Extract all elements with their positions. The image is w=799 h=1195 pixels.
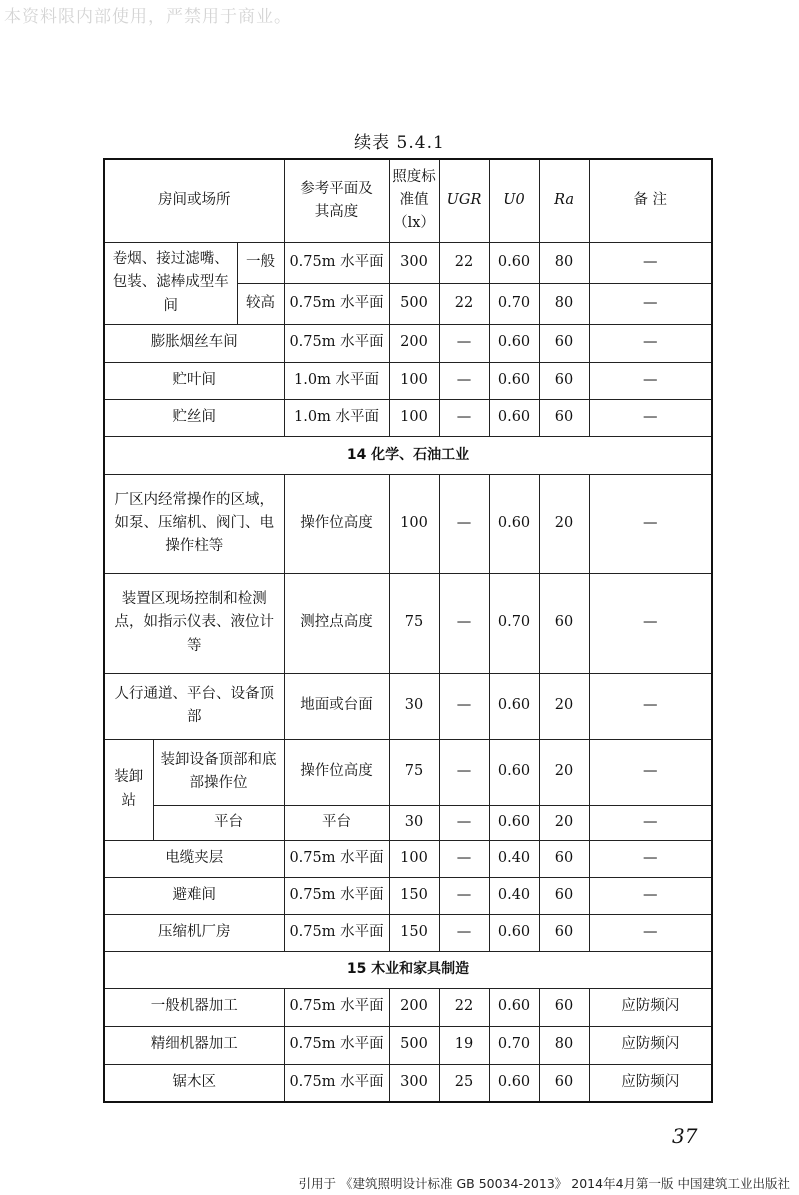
table-row [104,1064,712,1102]
u0-value: 0.60 [489,988,539,1026]
ref-plane: 0.75m 水平面 [284,242,389,283]
u0-value: 0.60 [489,242,539,283]
note-value: — [589,242,712,283]
note-value: 应防频闪 [589,1064,712,1102]
ugr-value: — [439,840,489,877]
table-row [104,474,712,573]
room-name: 卷烟、接过滤嘴、包装、滤棒成型车间 [104,242,237,324]
table-row [104,877,712,914]
room-name: 贮丝间 [104,399,284,436]
ugr-value: 19 [439,1026,489,1064]
lux-value: 75 [389,573,439,673]
note-value: — [589,914,712,951]
lux-value: 100 [389,362,439,399]
ra-value: 60 [539,1064,589,1102]
u0-value: 0.70 [489,283,539,324]
note-value: — [589,739,712,805]
room-name: 电缆夹层 [104,840,284,877]
ref-plane: 0.75m 水平面 [284,877,389,914]
section-row [104,436,712,474]
ugr-value: 22 [439,283,489,324]
lux-value: 200 [389,988,439,1026]
ugr-value: — [439,739,489,805]
room-name: 人行通道、平台、设备顶部 [104,673,284,739]
ra-value: 80 [539,1026,589,1064]
note-value: — [589,877,712,914]
table-row [104,1026,712,1064]
ugr-value: — [439,399,489,436]
sub-room: 平台 [153,805,284,840]
ref-plane: 0.75m 水平面 [284,324,389,362]
note-value: — [589,362,712,399]
ugr-value: — [439,474,489,573]
u0-value: 0.70 [489,573,539,673]
note-value: — [589,673,712,739]
ra-value: 60 [539,573,589,673]
sub-room: 装卸设备顶部和底部操作位 [153,739,284,805]
ugr-value: — [439,914,489,951]
ugr-value: 22 [439,988,489,1026]
u0-value: 0.60 [489,805,539,840]
sub-room: 较高 [237,283,284,324]
note-value: — [589,324,712,362]
table-row [104,914,712,951]
room-name: 锯木区 [104,1064,284,1102]
u0-value: 0.60 [489,399,539,436]
section-row [104,951,712,988]
lux-value: 100 [389,474,439,573]
ref-plane: 0.75m 水平面 [284,1026,389,1064]
header-u0: U0 [489,159,539,242]
ref-plane: 0.75m 水平面 [284,1064,389,1102]
ra-value: 20 [539,673,589,739]
header-room: 房间或场所 [104,159,284,242]
note-value: — [589,474,712,573]
room-name: 压缩机厂房 [104,914,284,951]
ref-plane: 0.75m 水平面 [284,914,389,951]
ref-plane: 平台 [284,805,389,840]
note-value: — [589,573,712,673]
lux-value: 100 [389,840,439,877]
ref-plane: 0.75m 水平面 [284,283,389,324]
lux-value: 200 [389,324,439,362]
ref-plane: 1.0m 水平面 [284,362,389,399]
header-lux: 照度标准值（lx） [389,159,439,242]
section-heading-15: 15 木业和家具制造 [104,951,712,988]
ra-value: 20 [539,474,589,573]
sub-room: 一般 [237,242,284,283]
page-number: 37 [672,1124,698,1148]
lux-value: 150 [389,877,439,914]
room-name: 膨胀烟丝车间 [104,324,284,362]
table-row [104,840,712,877]
ra-value: 20 [539,739,589,805]
u0-value: 0.60 [489,474,539,573]
table-row [104,573,712,673]
u0-value: 0.60 [489,362,539,399]
lux-value: 500 [389,1026,439,1064]
header-ugr: UGR [439,159,489,242]
ugr-value: 25 [439,1064,489,1102]
ref-plane: 测控点高度 [284,573,389,673]
lux-value: 75 [389,739,439,805]
lux-value: 150 [389,914,439,951]
room-name: 贮叶间 [104,362,284,399]
table-caption: 续表 5.4.1 [354,133,445,153]
ra-value: 60 [539,324,589,362]
table-row [104,988,712,1026]
u0-value: 0.70 [489,1026,539,1064]
ugr-value: 22 [439,242,489,283]
room-name: 厂区内经常操作的区域，如泵、压缩机、阀门、电操作柱等 [104,474,284,573]
room-name: 精细机器加工 [104,1026,284,1064]
header-plane: 参考平面及其高度 [284,159,389,242]
ref-plane: 0.75m 水平面 [284,840,389,877]
lux-value: 30 [389,805,439,840]
note-value: — [589,399,712,436]
ugr-value: — [439,362,489,399]
u0-value: 0.60 [489,673,539,739]
ra-value: 60 [539,877,589,914]
ra-value: 80 [539,283,589,324]
table-row [104,324,712,362]
illuminance-standard-table [103,158,713,1103]
lux-value: 300 [389,242,439,283]
header-note: 备 注 [589,159,712,242]
citation-footer: 引用于 《建筑照明设计标准 GB 50034-2013》 2014年4月第一版 中国建筑工业出版社 [298,1176,790,1191]
ref-plane: 操作位高度 [284,739,389,805]
u0-value: 0.60 [489,1064,539,1102]
room-name: 避难间 [104,877,284,914]
room-name: 一般机器加工 [104,988,284,1026]
ra-value: 80 [539,242,589,283]
ugr-value: — [439,673,489,739]
lux-value: 300 [389,1064,439,1102]
table-row [104,399,712,436]
note-value: 应防频闪 [589,1026,712,1064]
ref-plane: 地面或台面 [284,673,389,739]
note-value: — [589,805,712,840]
note-value: 应防频闪 [589,988,712,1026]
lux-value: 30 [389,673,439,739]
ra-value: 60 [539,362,589,399]
u0-value: 0.40 [489,877,539,914]
note-value: — [589,283,712,324]
ref-plane: 0.75m 水平面 [284,988,389,1026]
header-row [104,159,712,242]
u0-value: 0.60 [489,739,539,805]
lux-value: 500 [389,283,439,324]
ra-value: 60 [539,914,589,951]
section-heading-14: 14 化学、石油工业 [104,436,712,474]
table-row [104,673,712,739]
ra-value: 60 [539,840,589,877]
ugr-value: — [439,573,489,673]
ugr-value: — [439,877,489,914]
u0-value: 0.60 [489,324,539,362]
ugr-value: — [439,805,489,840]
table-row [104,362,712,399]
lux-value: 100 [389,399,439,436]
ref-plane: 操作位高度 [284,474,389,573]
watermark-text: 本资料限内部使用，严禁用于商业。 [4,7,292,27]
table-row [104,242,712,283]
u0-value: 0.40 [489,840,539,877]
table-row [104,805,712,840]
ugr-value: — [439,324,489,362]
ra-value: 60 [539,988,589,1026]
room-name: 装置区现场控制和检测点，如指示仪表、液位计等 [104,573,284,673]
table-row [104,739,712,805]
group-name: 装卸站 [104,739,153,840]
u0-value: 0.60 [489,914,539,951]
ra-value: 20 [539,805,589,840]
ra-value: 60 [539,399,589,436]
note-value: — [589,840,712,877]
ref-plane: 1.0m 水平面 [284,399,389,436]
header-ra: Ra [539,159,589,242]
